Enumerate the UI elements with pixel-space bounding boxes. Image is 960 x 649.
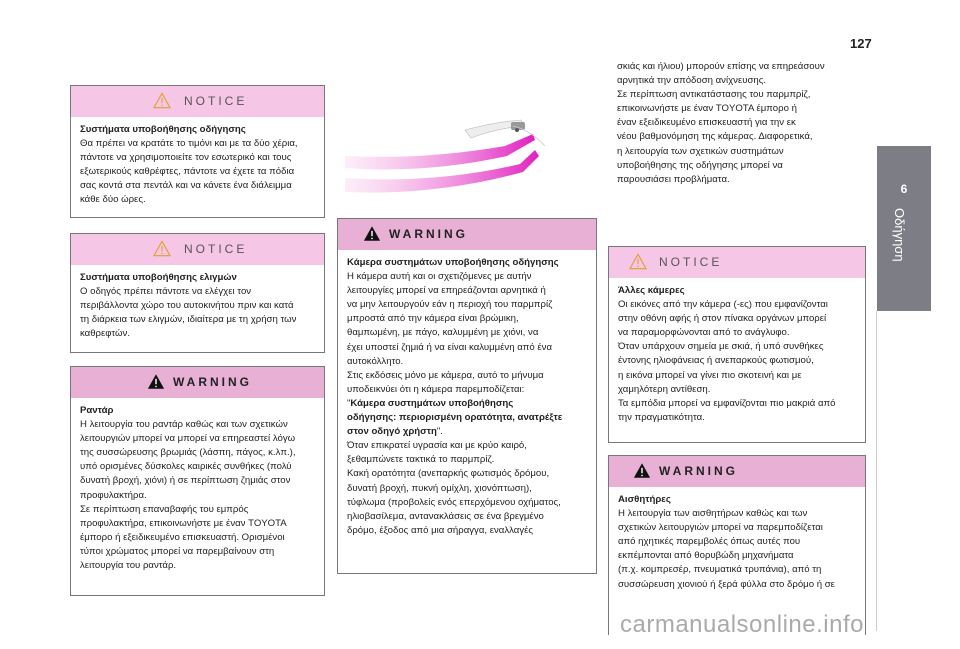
- page-number: 127: [850, 36, 872, 51]
- text-line: υπό ορισμένες δύσκολες καιρικές συνθήκες (πολύ: [80, 461, 292, 473]
- heading: Αισθητήρες: [618, 494, 671, 505]
- text-line: πάντοτε να χρησιμοποιείτε τον εσωτερικό και τους: [80, 152, 292, 164]
- text-line: Τα εμπόδια μπορεί να εμφανίζονται πιο μακριά από: [618, 397, 836, 409]
- text-line: αυτοκόλλητο.: [347, 355, 404, 367]
- text-line: λειτουργία του ραντάρ.: [80, 560, 177, 572]
- text-line: Σε περίπτωση αντικατάστασης του παρμπρίζ,: [617, 89, 811, 101]
- notice-body: [71, 117, 324, 208]
- warning-triangle-icon: [153, 92, 171, 109]
- text-line: να παραμορφώνονται από το ανάγλυφο.: [618, 327, 790, 339]
- text-line: Στις εκδόσεις μόνο με κάμερα, αυτό το μήνυμα: [347, 369, 544, 381]
- text-line: Όταν επικρατεί υγρασία και με κρύο καιρό,: [347, 440, 527, 452]
- text-line: εκπέμπονται από θορυβώδη μηχανήματα: [618, 550, 794, 562]
- notice-header: [71, 234, 324, 265]
- text-line: Ο οδηγός πρέπει πάντοτε να ελέγχει τον: [80, 286, 252, 298]
- text-line: Σε περίπτωση επαναβαφής του εμπρός: [80, 503, 249, 515]
- chapter-label: Οδήγηση: [892, 208, 907, 262]
- watermark: carmanualsonline.info: [620, 611, 864, 638]
- text-line: Θα πρέπει να κρατάτε το τιμόνι και με τα δύο χέρια,: [80, 138, 298, 150]
- notice-box-maneuver-assist: [70, 233, 325, 353]
- quote-close: ".: [436, 426, 443, 438]
- text-line: εξωτερικούς καθρέφτες, πάντοτε να έχετε τα πόδια: [80, 166, 295, 178]
- text-line: Η λειτουργία των αισθητήρων καθώς και των: [618, 508, 808, 520]
- text-line: δρόμο, έξοδος από μια σήραγγα, εναλλαγές: [347, 524, 534, 536]
- text-line: περιβάλλοντα χώρο του αυτοκινήτου πριν και κατά: [80, 300, 294, 312]
- quote-line: [347, 397, 588, 411]
- warning-header: [71, 367, 324, 398]
- quote-text: Κάμερα συστημάτων υποβοήθησης: [350, 397, 514, 409]
- heading: Συστήματα υποβοήθησης οδήγησης: [80, 124, 246, 135]
- text-line: επικοινωνήστε με έναν TOYOTA έμπορο ή: [617, 103, 797, 115]
- notice-title: NOTICE: [659, 255, 723, 269]
- text-line: (π.χ. κομπρεσέρ, πνευματικά τρυπάνια), από τη: [618, 564, 822, 576]
- text-line: Οι εικόνες από την κάμερα (-ες) που εμφανίζονται: [618, 299, 828, 311]
- text-line: προφυλακτήρα.: [80, 489, 147, 501]
- text-line: τη διάρκεια των ελιγμών, ιδιαίτερα με τη χρήση των: [80, 314, 297, 326]
- notice-header: [609, 247, 865, 278]
- text-line: αρνητικά την απόδοση ανίχνευσης.: [617, 75, 767, 87]
- text-line: η εικόνα μπορεί να γίνει πιο σκοτεινή και με: [618, 369, 802, 381]
- text-line: Κακή ορατότητα (ανεπαρκής φωτισμός δρόμου,: [347, 468, 550, 480]
- warning-triangle-icon: [629, 253, 647, 270]
- quote-open: ": [347, 397, 351, 409]
- text-line: χαμηλότερη αντίθεση.: [618, 383, 711, 395]
- text-line: τύφλωμα (προβολείς ενός επερχόμενου οχήματος,: [347, 496, 561, 508]
- text-line: στην οθόνη αφής ή στον πίνακα οργάνων μπορεί: [618, 313, 827, 325]
- heading: Συστήματα υποβοήθησης ελιγμών: [80, 272, 237, 283]
- warning-header: [609, 456, 865, 487]
- text-line: κάθε δύο ώρες.: [80, 194, 146, 206]
- text-line: έναν εξειδικευμένο επισκευαστή για την εκ: [617, 117, 796, 129]
- continued-text: [617, 60, 862, 187]
- text-line: από ηχητικές παρεμβολές όπως αυτές που: [618, 536, 801, 548]
- quote-line: οδήγησης: περιορισμένη ορατότητα, ανατρέξτε: [347, 412, 563, 424]
- warning-box-camera: [337, 218, 597, 574]
- text-line: της συσσώρευσης βρωμιάς (λάσπη, πάγος, κ.λπ.),: [80, 447, 296, 459]
- text-line: υποδεικνύει ότι η κάμερα παρεμποδίζεται:: [347, 383, 525, 395]
- text-line: σχετικών λειτουργιών μπορεί να παρεμποδίζεται: [618, 522, 823, 534]
- divider: [876, 311, 877, 631]
- text-line: σας κοντά στα πεντάλ και να κάνετε ένα διάλειμμα: [80, 180, 292, 192]
- warning-box-radar: [70, 366, 325, 596]
- text-line: νέου βαθμονόμηση της κάμερας. Διαφορετικά,: [617, 131, 813, 143]
- text-line: προφυλακτήρα, επικοινωνήστε με έναν TOYOTA: [80, 517, 287, 529]
- quote-text: στον οδηγό χρήστη: [347, 426, 437, 438]
- windscreen-camera-illustration: [345, 116, 573, 202]
- heading: Ραντάρ: [80, 405, 114, 416]
- text-line: έμπορο ή εξειδικευμένο επισκευαστή. Ορισμένοι: [80, 531, 285, 543]
- notice-title: NOTICE: [184, 94, 248, 108]
- warning-body: [609, 487, 865, 592]
- chapter-tab[interactable]: [877, 146, 931, 311]
- heading: Άλλες κάμερες: [618, 285, 685, 296]
- text-line: σκιάς και ήλιου) μπορούν επίσης να επηρεάσουν: [617, 61, 825, 72]
- text-line: Η κάμερα αυτή και οι σχετιζόμενες με αυτήν: [347, 271, 532, 283]
- warning-triangle-icon: [147, 373, 165, 390]
- text-line: δυνατή βροχή, χιόνι) ή σε περίπτωση ζημιάς στον: [80, 475, 291, 487]
- notice-box-other-cameras: [608, 246, 866, 443]
- text-line: να μην λειτουργούν εάν η περιοχή του παρμπρίζ: [347, 299, 553, 311]
- warning-title: WARNING: [173, 375, 252, 389]
- heading: Κάμερα συστημάτων υποβοήθησης οδήγησης: [347, 257, 559, 268]
- quote-line: [347, 425, 588, 439]
- warning-body: [71, 398, 324, 573]
- notice-header: [71, 86, 324, 117]
- text-line: τύποι χρώματος μπορεί να παρεμβαίνουν στη: [80, 545, 275, 557]
- notice-body: [609, 278, 865, 425]
- text-line: συσσώρευση χιονιού ή ξερά φύλλα στο δρόμο ή σε: [618, 578, 835, 590]
- notice-body: [71, 265, 324, 341]
- warning-triangle-icon: [363, 225, 381, 242]
- warning-body: [338, 250, 596, 538]
- text-line: την πραγματικότητα.: [618, 411, 705, 423]
- notice-box-driving-assist: [70, 85, 325, 218]
- text-line: παρουσιάσει προβλήματα.: [617, 173, 730, 185]
- text-line: η λειτουργία των σχετικών συστημάτων: [617, 145, 784, 157]
- text-line: Όταν υπάρχουν σημεία με σκιά, ή υπό συνθήκες: [618, 341, 824, 353]
- text-line: Η λειτουργία του ραντάρ καθώς και των σχετικών: [80, 419, 288, 431]
- warning-box-sensors: [608, 455, 866, 635]
- text-line: λειτουργιών μπορεί να μπορεί να επηρεαστεί λόγω: [80, 433, 296, 445]
- text-line: μπροστά από την κάμερα είναι βρώμικη,: [347, 313, 519, 325]
- chapter-number: 6: [900, 182, 908, 196]
- text-line: θαμπωμένη, με πάγο, καλυμμένη με χιόνι, να: [347, 327, 539, 339]
- text-line: έντονης ηλιοφάνειας ή ανεπαρκούς φωτισμού,: [618, 355, 814, 367]
- text-line: έχει υποστεί ζημιά ή να είναι καλυμμένη από ένα: [347, 341, 553, 353]
- warning-title: WARNING: [389, 227, 468, 241]
- warning-header: [338, 219, 596, 250]
- text-line: ξεθαμπώνετε τακτικά το παρμπρίζ.: [347, 454, 495, 466]
- warning-triangle-icon: [633, 462, 651, 479]
- text-line: δυνατή βροχή, πυκνή ομίχλη, χιονόπτωση),: [347, 482, 532, 494]
- text-line: λειτουργίες μπορεί να επηρεάζονται αρνητικά ή: [347, 285, 546, 297]
- text-line: υποβοήθησης της οδήγησης μπορεί να: [617, 159, 783, 171]
- warning-triangle-icon: [153, 240, 171, 257]
- text-line: καθρεφτών.: [80, 328, 130, 340]
- text-line: ηλιοβασίλεμα, αντανακλάσεις σε ένα βρεγμένο: [347, 510, 544, 522]
- warning-title: WARNING: [659, 464, 738, 478]
- notice-title: NOTICE: [184, 242, 248, 256]
